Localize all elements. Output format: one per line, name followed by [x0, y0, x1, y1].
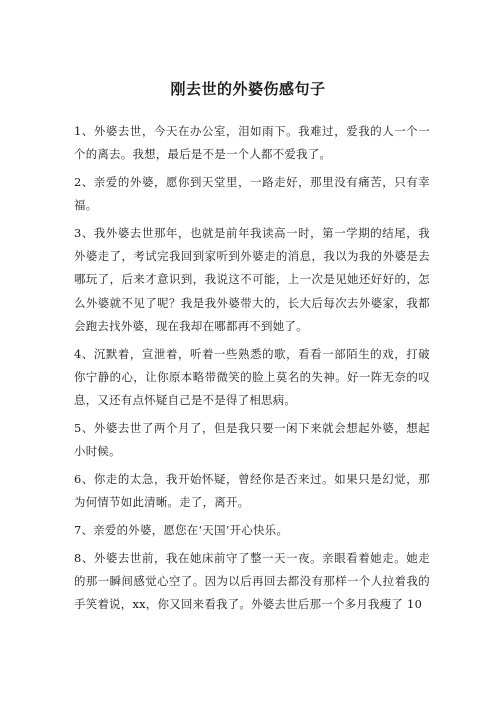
paragraph-1: 1、外婆去世，今天在办公室，泪如雨下。我难过，爱我的人一个一个的离去。我想，最后是不是一个人都不爱我了。	[74, 124, 430, 162]
paragraph-3: 3、我外婆去世那年，也就是前年我读高一时，第一学期的结尾，我外婆走了，考试完我回到家听到外婆走的消息，我以为我的外婆是去哪玩了，后来才意识到，我说这不可能，上一次是见她还好好的，怎么外婆就不见了呢？我是我外婆带大的，长大后每次去外婆家，我都会跑去找外婆，现在我却在哪都再不到她了。	[74, 226, 430, 333]
paragraph-6: 6、你走的太急，我开始怀疑，曾经你是否来过。如果只是幻觉，那为何情节如此清晰。走了，离开。	[74, 471, 430, 510]
paragraph-5: 5、外婆去世了两个月了，但是我只要一闲下来就会想起外婆，想起小时候。	[74, 420, 430, 459]
paragraph-4: 4、沉默着，宣泄着，听着一些熟悉的歌，看看一部陌生的戏，打破你宁静的心，让你原本略带微笑的脸上莫名的失神。好一阵无奈的叹息，又还有点怀疑自己是不是得了相思病。	[74, 346, 430, 408]
document-title: 刚去世的外婆伤感句子	[170, 80, 326, 98]
paragraph-list	[74, 120, 430, 616]
paragraph-7: 7、亲爱的外婆，愿您在‘天国’开心快乐。	[74, 522, 289, 537]
paragraph-8: 8、外婆去世前，我在她床前守了整一天一夜。亲眼看着她走。她走的那一瞬间感觉心空了。因为以后再回去都没有那样一个人拉着我的手笑着说，xx，你又回来看我了。外婆去世后那一个多月我瘦了 10	[74, 550, 430, 612]
paragraph-2: 2、亲爱的外婆，愿你到天堂里，一路走好，那里没有痛苦，只有幸福。	[74, 175, 430, 213]
